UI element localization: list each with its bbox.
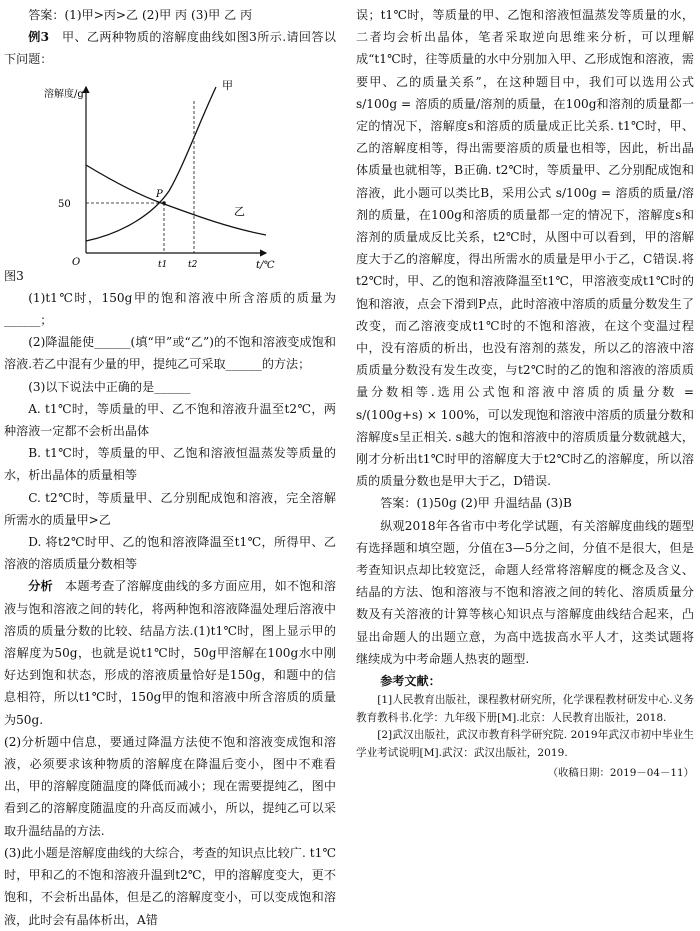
solubility-curve-figure bbox=[4, 73, 336, 271]
analysis-continued: 误；t1℃时，等质量的甲、乙饱和溶液恒温蒸发等质量的水，二者均会析出晶体，笔者采取逆向思维来分析，可以理解成“t1℃时，往等质量的水中分别加入甲、乙形成饱和溶液，需要甲、乙的质量关系”，在这种题目中，我们可以选用公式 s/100g = 溶质的质量/溶剂的质量，在100g和溶剂的质量都一定的情况下，溶解度s和溶质的质量成正比关系. t1℃时，甲、乙的溶解度相等，得出需要溶质的质量也相等，因此，析出晶体质量也就相等，B正确. t2℃时，等质量甲、乙分别配成饱和溶液，此小题可以类比B，采用公式 s/100g = 溶质的质量/溶剂的质量，在100g和溶质的质量都一定的情况下，溶解度s和溶剂的质量成反比关系，t2℃时，从图中可以看到，甲的溶解度大于乙的溶解度，得出所需水的质量是甲小于乙，C错误.将t2℃时，甲、乙的饱和溶液降温至t1℃，甲溶液变成t1℃时的饱和溶液，点会下滑到P点，此时溶液中溶质的质量分数发生了改变，而乙溶液变成t1℃时的不饱和溶液，在这个变温过程中，没有溶质的析出，也没有溶剂的蒸发，所以乙的溶液中溶质质量分数没有发生改变，与t2℃时的乙的饱和溶液的溶质质量分数相等.选用公式饱和溶液中溶质的质量分数 = s/(100g+s) × 100%，可以发现饱和溶液中溶质的质量分数和溶解度s呈正相关. s越大的饱和溶液中的溶质质量分数就越大，刚才分析出t1℃时甲的溶解度大于t2℃时乙的溶解度，所以溶质的质量分数也是甲大于乙，D错误. bbox=[356, 8, 694, 489]
option-c: C. t2℃时，等质量甲、乙分别配成饱和溶液，完全溶解所需水的质量甲>乙 bbox=[4, 490, 336, 527]
curve-jia-label: 甲 bbox=[222, 78, 233, 92]
x-axis-label: t/℃ bbox=[256, 259, 275, 271]
tick-t2-label: t2 bbox=[188, 259, 198, 270]
question-1: (1)t1℃时，150g甲的饱和溶液中所含溶质的质量为______； bbox=[4, 290, 336, 328]
previous-answer: 答案：(1)甲>丙>乙 (2)甲 丙 (3)甲 乙 丙 bbox=[28, 8, 253, 22]
analysis-part-2: (2)分析题中信息，要通过降温方法使不饱和溶液变成饱和溶液，必须要求该种物质的溶解度在降温后变小，图中不难看出，甲的溶解度随温度的降低而减小；现在需要提纯乙，图中看到乙的溶解度随温度的升高反而减小，所以，提纯乙可以采取升温结晶的方法. bbox=[4, 734, 336, 838]
point-p bbox=[162, 201, 166, 205]
point-p-label: P bbox=[156, 188, 163, 200]
reference-2: [2]武汉出版社，武汉市教育科学研究院. 2019年武汉市初中毕业生学业考试说明[M].武汉：武汉出版社，2019. bbox=[356, 729, 694, 760]
option-d: D. 将t2℃时甲、乙的饱和溶液降温至t1℃，所得甲、乙溶液的溶质质量分数相等 bbox=[4, 535, 336, 572]
analysis-part-1 bbox=[4, 575, 336, 730]
example-heading: 例3 bbox=[28, 30, 50, 45]
tick-50-label: 50 bbox=[58, 198, 71, 210]
references-heading: 参考文献： bbox=[380, 674, 441, 689]
option-a: A. t1℃时，等质量的甲、乙不饱和溶液升温至t2℃，两种溶液一定都不会析出晶体 bbox=[4, 401, 336, 439]
answer: 答案：(1)50g (2)甲 升温结晶 (3)B bbox=[380, 496, 572, 511]
summary-paragraph: 纵观2018年各省市中考化学试题，有关溶解度曲线的题型有选择题和填空题，分值在3—5分之间，分值不是很大，但是考查知识点却比较宽泛，命题人经常将溶解度的概念及含义、结晶的方法、饱和溶液与不饱和溶液之间的转化、溶质质量分数及有关溶液的计算等核心知识点与溶解度曲线结合起来，凸显出命题人的出题立意，为高中选拔高水平人才，这类试题将继续成为中考命题人热衷的题型. bbox=[356, 518, 694, 666]
curve-jia bbox=[86, 87, 216, 241]
left-column bbox=[4, 4, 336, 931]
analysis-part-3: (3)此小题是溶解度曲线的大综合，考查的知识点比较广. t1℃时，甲和乙的不饱和溶液升温到t2℃，甲的溶解度变大，更不饱和，不会析出晶体，但是乙的溶解度变小，可以变成饱和溶液，此时会有晶体析出，A错 bbox=[4, 845, 336, 927]
example-text: 甲、乙两种物质的溶解度曲线如图3所示.请回答以下问题： bbox=[4, 30, 336, 67]
curve-yi bbox=[86, 165, 266, 235]
right-column bbox=[356, 4, 694, 783]
received-date: （收稿日期：2019－04－11） bbox=[547, 766, 694, 779]
origin-label: O bbox=[72, 256, 81, 268]
analysis-heading: 分析 bbox=[28, 579, 53, 594]
tick-t1-label: t1 bbox=[158, 259, 168, 270]
question-2: (2)降温能使______(填“甲”或“乙”)的不饱和溶液变成饱和溶液.若乙中混有少量的甲，提纯乙可采取______的方法； bbox=[4, 335, 336, 372]
example-3-statement bbox=[4, 26, 336, 70]
y-axis-label: 溶解度/g bbox=[44, 88, 84, 100]
figure-caption: 图3 bbox=[4, 268, 24, 283]
analysis-text-1: 本题考查了溶解度曲线的多方面应用，如不饱和溶液与饱和溶液之间的转化，将两种饱和溶液降温处理后溶液中溶质的质量分数的比较、结晶方法.(1)t1℃时，图上显示甲的溶解度为50g，也就是说t1℃时，50g甲溶解在100g水中刚好达到饱和状态，形成的溶液质量恰好是150g，和题中的信息相符，所以t1℃时，150g甲的饱和溶液中所含溶质的质量为50g. bbox=[4, 579, 336, 727]
option-b: B. t1℃时，等质量的甲、乙饱和溶液恒温蒸发等质量的水，析出晶体的质量相等 bbox=[4, 446, 336, 483]
question-3: (3)以下说法中正确的是______ bbox=[28, 379, 191, 394]
reference-1: [1]人民教育出版社，课程教材研究所，化学课程教材研发中心.义务教育教科书.化学：九年级下册[M].北京：人民教育出版社，2018. bbox=[356, 694, 694, 724]
curve-yi-label: 乙 bbox=[234, 204, 245, 218]
